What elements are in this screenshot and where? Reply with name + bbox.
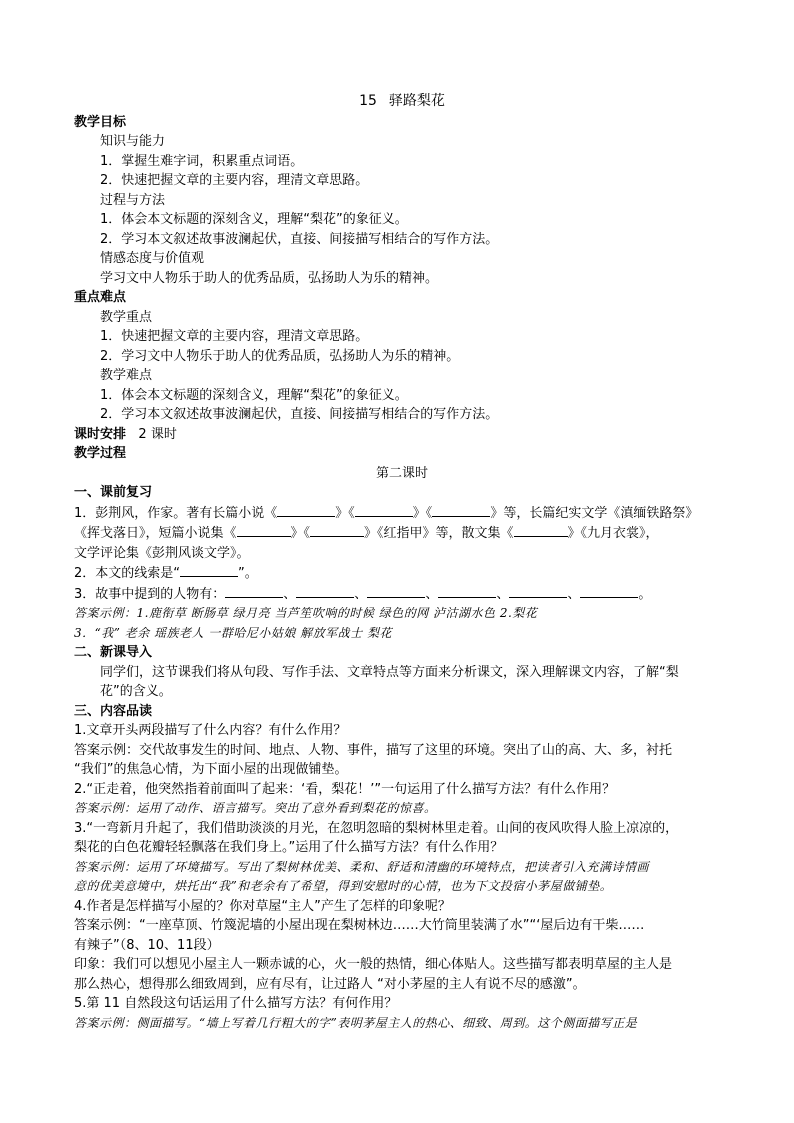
- document-page: [74, 92, 730, 1033]
- lesson-number: 15: [359, 93, 377, 109]
- answer-blank[interactable]: [432, 503, 490, 517]
- class-hours-label: 课时安排: [74, 426, 127, 442]
- text: 》《: [335, 505, 355, 521]
- goal-line: 1．体会本文标题的深刻含义，理解“梨花”的象征义。: [100, 212, 408, 227]
- text: 3．故事中提到的人物有：: [74, 586, 226, 602]
- content-answer: 答案示例：“一座草顶、竹篾泥墙的小屋出现在梨树林边……大竹筒里装满了水”“‘屋后边有干柴……: [74, 918, 645, 933]
- answer-example: 答案示例：1.鹿衔草 断肠草 绿月亮 当芦笙吹响的时候 绿色的网 泸沽湖水色 2.梨花: [74, 606, 538, 620]
- answer-blank[interactable]: [237, 523, 291, 537]
- subheading-process: 过程与方法: [100, 192, 166, 208]
- answer-example: 意的优美意境中，烘托出“我”和老余有了希望，得到安慰时的心情，也为下文投宿小茅屋做铺垫。: [74, 879, 613, 893]
- answer-blank[interactable]: [225, 584, 283, 598]
- content-answer: 印象：我们可以想见小屋主人一颗赤诚的心，火一般的热情，细心体贴人。这些描写都表明草屋的主人是: [74, 957, 673, 972]
- content-question: 梨花的白色花瓣轻轻飘落在我们身上。”运用了什么描写方法？有什么作用？: [74, 840, 504, 855]
- answer-blank[interactable]: [355, 503, 413, 517]
- text: 2．本文的线索是“: [74, 566, 181, 581]
- answer-example: 答案示例：运用了动作、语言描写。突出了意外看到梨花的惊喜。: [74, 801, 437, 815]
- text: 》等，长篇纪实文学《滇缅铁路祭》: [490, 505, 699, 521]
- content-answer: 那么热心，想得那么细致周到，应有尽有，让过路人 “对小茅屋的主人有说不尽的感激”。: [74, 976, 586, 992]
- content-answer: “我们”的焦急心情，为下面小屋的出现做铺垫。: [74, 762, 348, 777]
- content-answer: 有辣子”（8、10、11段）: [74, 937, 220, 953]
- goal-line: 1．掌握生难字词，积累重点词语。: [100, 153, 304, 169]
- answer-example: 答案示例：运用了环境描写。写出了梨树林优美、柔和、舒适和清幽的环境特点，把读者引入充满诗情画: [74, 859, 650, 874]
- text: 《挥戈落日》，短篇小说集《: [74, 526, 237, 541]
- difficult-line: 1．体会本文标题的深刻含义，理解“梨花”的象征义。: [100, 387, 408, 403]
- section-intro: 二、新课导入: [74, 645, 153, 660]
- content-question: 1.文章开头两段描写了什么内容？有什么作用？: [74, 723, 347, 738]
- lesson-title: [74, 92, 730, 112]
- key-line: 2．学习文中人物乐于助人的优秀品质，弘扬助人为乐的精神。: [100, 348, 460, 364]
- answer-blank[interactable]: [310, 523, 364, 537]
- answer-example: 答案示例：侧面描写。“墙上写着几行粗大的字”表明茅屋主人的热心、细致、周到。这个侧面描写正是: [74, 1015, 638, 1030]
- answer-example: 3．“我” 老余 瑶族老人 一群哈尼小姑娘 解放军战士 梨花: [74, 625, 392, 640]
- subheading-emotion: 情感态度与价值观: [100, 251, 205, 266]
- class-hours-value: 2 课时: [138, 426, 177, 442]
- text: 》《: [412, 505, 433, 521]
- intro-paragraph-line: 花”的含义。: [100, 684, 172, 699]
- subheading-key: 教学重点: [100, 309, 153, 325]
- answer-blank[interactable]: [438, 584, 496, 598]
- question-1-line-2: [74, 523, 730, 544]
- goal-line: 2．学习本文叙述故事波澜起伏，直接、间接描写相结合的写作方法。: [100, 231, 499, 247]
- question-2: [74, 563, 730, 584]
- section-review: 一、课前复习: [74, 485, 153, 500]
- subheading-difficult: 教学难点: [100, 368, 153, 383]
- content-question: 3.“一弯新月升起了，我们借助淡淡的月光，在忽明忽暗的梨树林里走着。山间的夜风吹得人脸上凉凉的，: [74, 820, 679, 836]
- lesson-title-text: 驿路梨花: [388, 93, 445, 109]
- class-hours: [74, 425, 730, 445]
- heading-key-points: 重点难点: [74, 290, 127, 305]
- goal-line: 2．快速把握文章的主要内容，理清文章思路。: [100, 173, 369, 188]
- answer-blank[interactable]: [580, 584, 638, 598]
- text: 》《九月衣裳》，: [567, 526, 659, 541]
- text: 》《: [290, 526, 311, 541]
- content-question: 2.“正走着，他突然指着前面叫了起来：‘看，梨花！’”一句运用了什么描写方法？有什么作用？: [74, 781, 616, 797]
- text: ”。: [238, 566, 258, 581]
- answer-blank[interactable]: [180, 563, 238, 577]
- question-1-line-3: 文学评论集《彭荆风谈文学》。: [74, 545, 250, 561]
- text: 1．彭荆风，作家。著有长篇小说《: [74, 505, 278, 521]
- key-line: 1．快速把握文章的主要内容，理清文章思路。: [100, 329, 369, 344]
- question-1-line-1: [74, 503, 730, 524]
- second-lesson-heading: 第二课时: [375, 465, 428, 481]
- section-reading: 三、内容品读: [74, 703, 153, 719]
- subheading-knowledge: 知识与能力: [100, 134, 166, 149]
- answer-blank[interactable]: [367, 584, 425, 598]
- difficult-line: 2．学习本文叙述故事波澜起伏，直接、间接描写相结合的写作方法。: [100, 407, 499, 422]
- answer-blank[interactable]: [296, 584, 354, 598]
- heading-teaching-goals: 教学目标: [74, 114, 127, 130]
- heading-teaching-process: 教学过程: [74, 446, 127, 461]
- answer-blank[interactable]: [514, 523, 568, 537]
- content-question: 5.第 11 自然段这句话运用了什么描写方法？有何作用？: [74, 996, 398, 1011]
- content-answer: 答案示例：交代故事发生的时间、地点、人物、事件，描写了这里的环境。突出了山的高、大、多，衬托: [74, 742, 673, 758]
- answer-blank[interactable]: [509, 584, 567, 598]
- goal-line: 学习文中人物乐于助人的优秀品质，弘扬助人为乐的精神。: [100, 270, 439, 286]
- intro-paragraph-line: 同学们，这节课我们将从句段、写作手法、文章特点等方面来分析课文，深入理解课文内容，了解“梨: [100, 664, 679, 680]
- answer-blank[interactable]: [277, 503, 335, 517]
- question-3: 3．故事中提到的人物有： 、 、 、 、 、 。: [74, 584, 730, 605]
- text: 》《红指甲》等，散文集《: [364, 526, 514, 541]
- content-question: 4.作者是怎样描写小屋的？你对草屋“主人”产生了怎样的印象呢？: [74, 898, 451, 914]
